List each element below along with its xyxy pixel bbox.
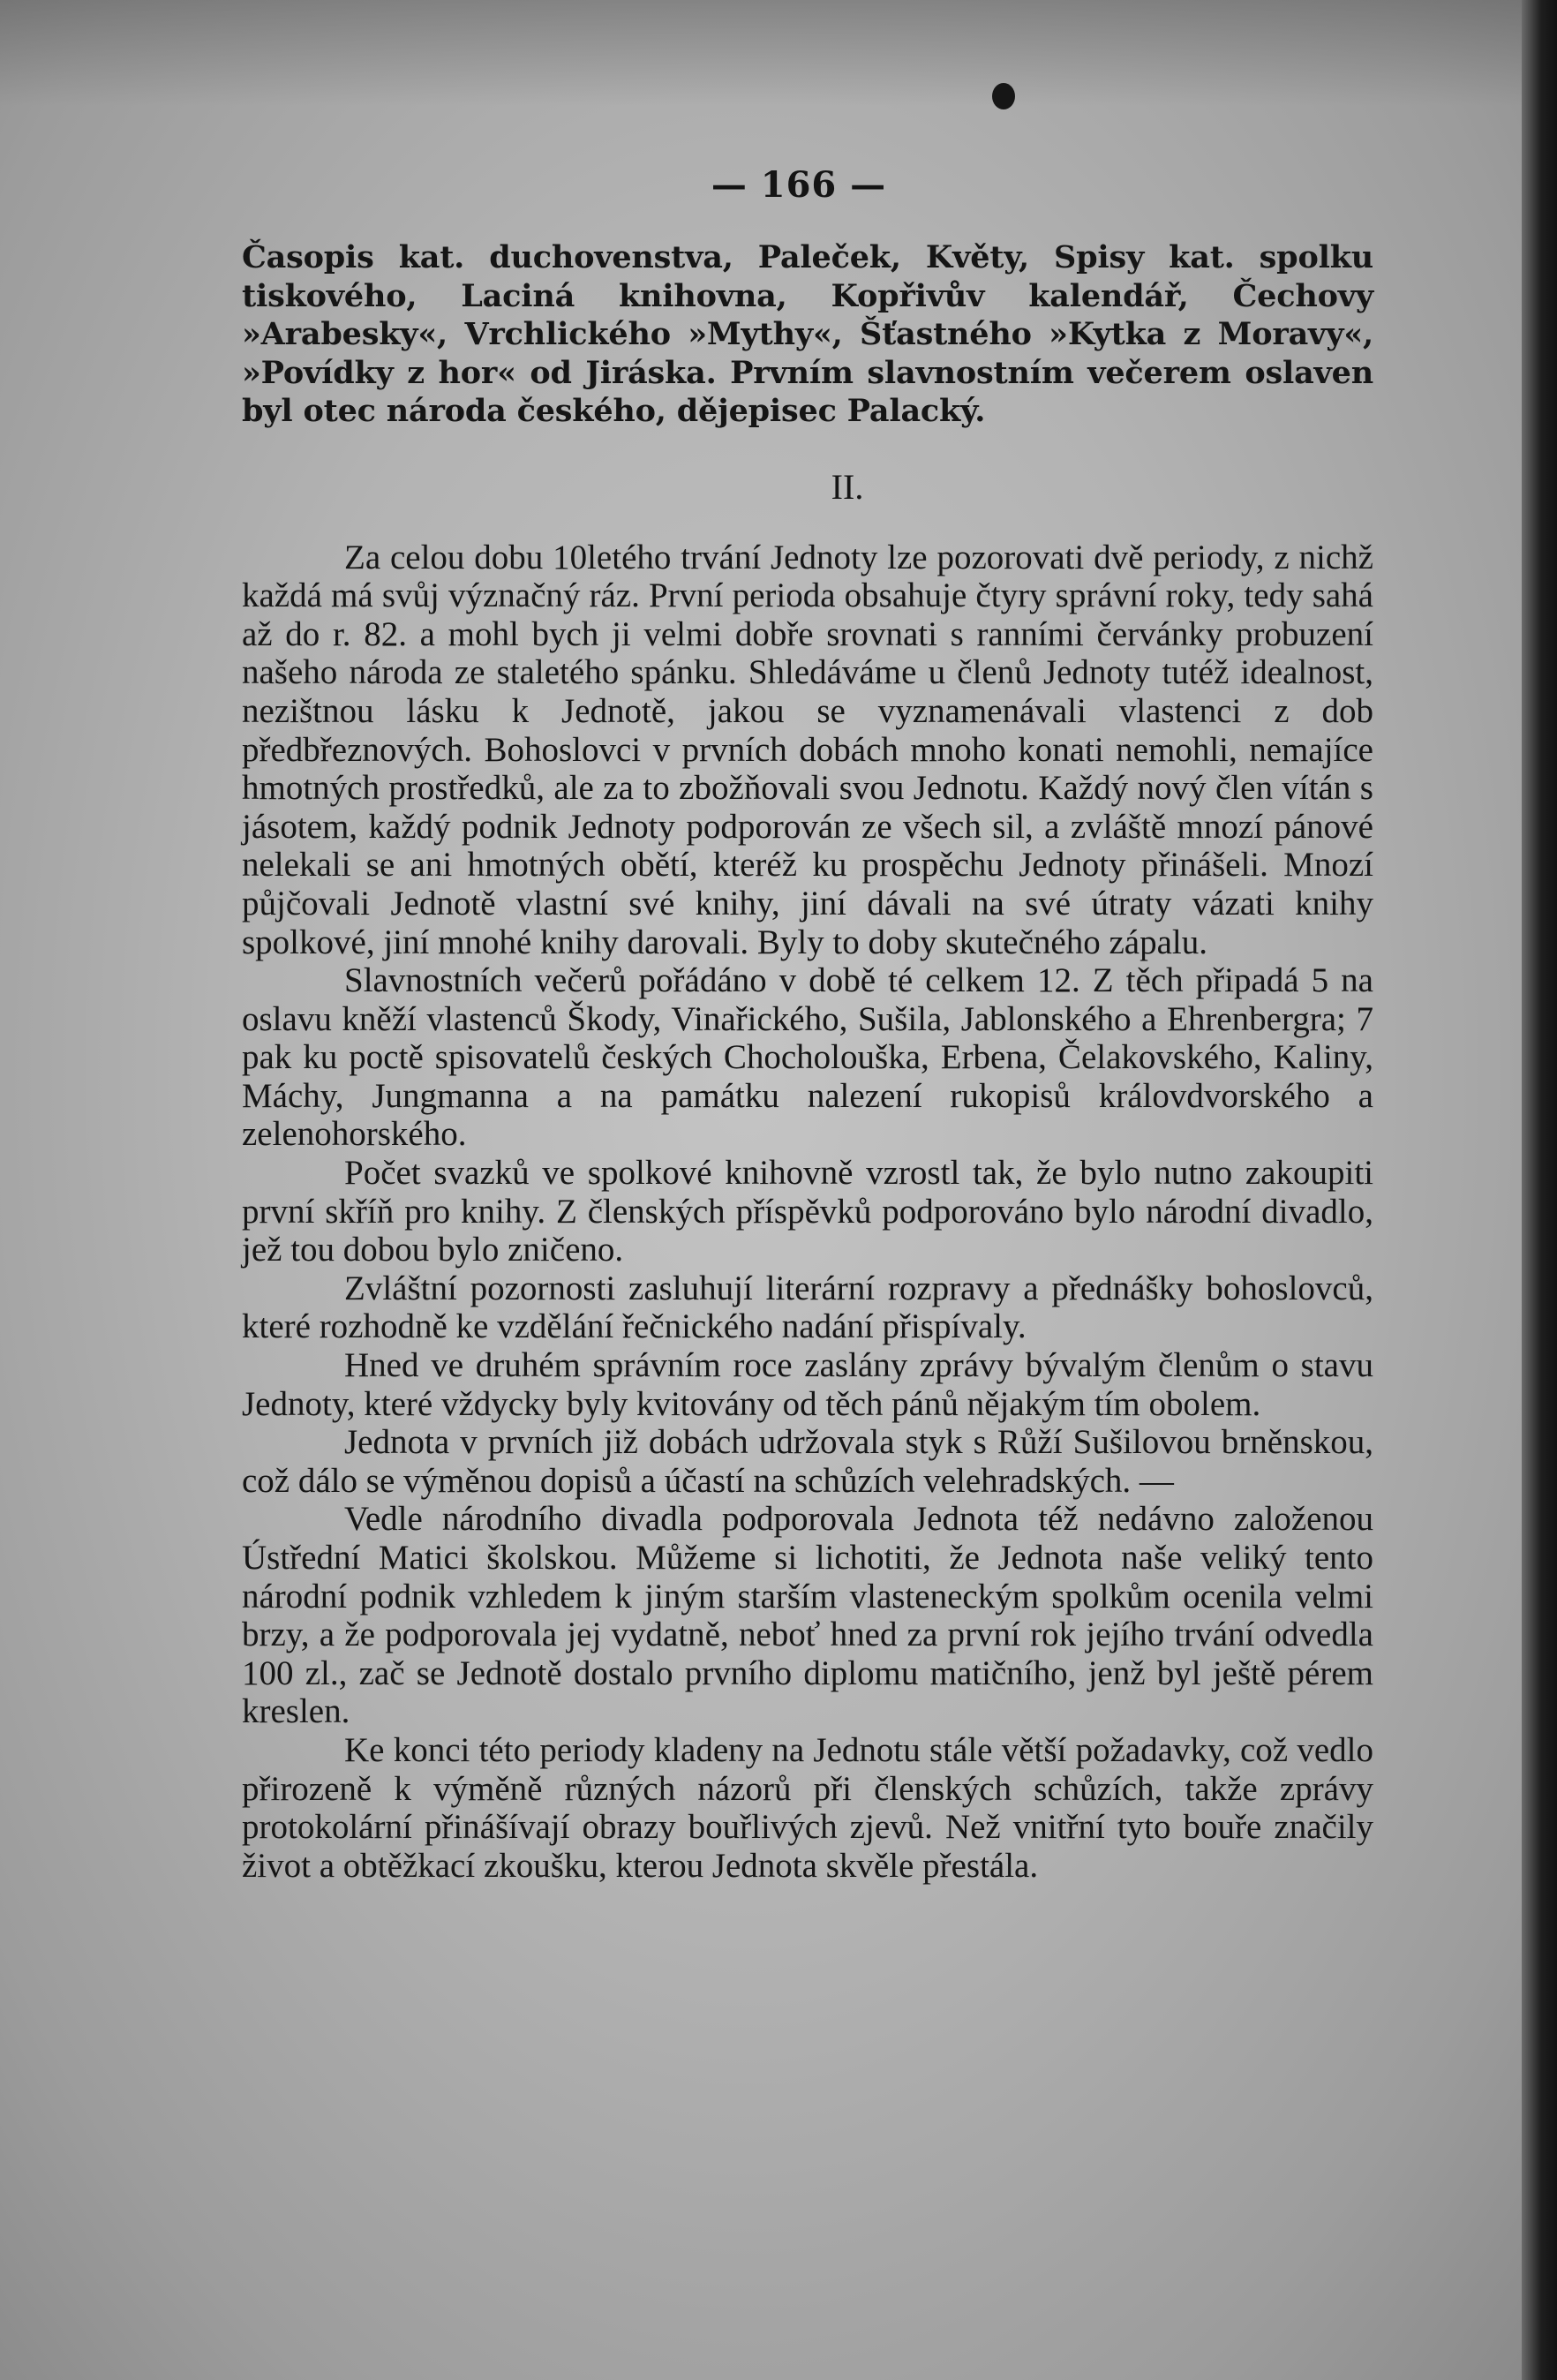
page-top-shadow xyxy=(0,0,1522,106)
section-heading: II. xyxy=(831,466,864,507)
paragraph-3: Počet svazků ve spolkové knihovně vzrostl tak, že bylo nutno zakoupiti první skříň pro knihy. Z členských příspěvků podporováno bylo národní divadlo, jež tou dobou bylo zničeno. xyxy=(242,1154,1373,1269)
paragraph-2: Slavnostních večerů pořádáno v době té celkem 12. Z těch připadá 5 na oslavu kněží vlastenců Škody, Vinařického, Sušila, Jablonského a Ehrenbergra; 7 pak ku poctě spisovatelů českých Chocholouška, Erbena, Čelakovského, Kaliny, Máchy, Jungmanna a na památku nalezení rukopisů královdvorského a zelenohorského. xyxy=(242,961,1373,1154)
paragraph-1: Za celou dobu 10letého trvání Jednoty lze pozorovati dvě periody, z nichž každá má svůj význačný ráz. První perioda obsahuje čtyry správní roky, tedy sahá až do r. 82. a mohl bych ji velmi dobře srovnati s ranními červánky probuzení našeho národa ze staletého spánku. Shledáváme u členů Jednoty tutéž idealnost, nezištnou lásku k Jednotě, jakou se vyznamenávali vlastenci z dob předbřeznových. Bohoslovci v prvních dobách mnoho konati nemohli, nemajíce hmotných prostředků, ale za to zbožňovali svou Jednotu. Každý nový člen vítán s jásotem, každý podnik Jednoty podporován ze všech sil, a zvláště mnozí pánové nelekali se ani hmotných obětí, kteréž ku prospěchu Jednoty přinášeli. Mnozí půjčovali Jednotě vlastní své knihy, jiní dávali na své útraty vázati knihy spolkové, jiní mnohé knihy darovali. Byly to doby skutečného zápalu. xyxy=(242,538,1373,961)
ink-blot xyxy=(992,83,1015,109)
opening-paragraph: Časopis kat. duchovenstva, Paleček, Květy, Spisy kat. spolku tiskového, Laciná knihovna, Kopřivův kalendář, Čechovy »Arabesky«, Vrchlického »Mythy«, Šťastného »Kytka z Moravy«, »Povídky z hor« od Jiráska. Prvním slavnostním večerem oslaven byl otec národa českého, dějepisec Palacký. xyxy=(242,239,1373,430)
paragraph-8: Ke konci této periody kladeny na Jednotu stále větší požadavky, což vedlo přirozeně k výměně různých názorů při členských schůzích, takže zprávy protokolární přinášívají obrazy bouřlivých zjevů. Než vnitřní tyto bouře značily život a obtěžkací zkoušku, kterou Jednota skvěle přestála. xyxy=(242,1730,1373,1885)
paragraph-6: Jednota v prvních již dobách udržovala styk s Růží Sušilovou brněnskou, což dálo se výměnou dopisů a účastí na schůzích velehradských. — xyxy=(242,1423,1373,1500)
page-number: — 166 — xyxy=(711,164,887,206)
paragraph-4: Zvláštní pozornosti zasluhují literární rozpravy a přednášky bohoslovců, které rozhodně ke vzdělání řečnického nadání přispívaly. xyxy=(242,1269,1373,1346)
page-binding-edge xyxy=(1522,0,1557,2380)
paragraph-5: Hned ve druhém správním roce zaslány zprávy bývalým členům o stavu Jednoty, které vždycky byly kvitovány od těch pánů nějakým tím obolem. xyxy=(242,1346,1373,1423)
body-text xyxy=(242,238,1373,1885)
paragraph-7: Vedle národního divadla podporovala Jednota též nedávno založenou Ústřední Matici školskou. Můžeme si lichotiti, že Jednota naše veliký tento národní podnik vzhledem k jiným starším vlasteneckým spolkům ocenila velmi brzy, a že podporovala jej vydatně, neboť hned za první rok jejího trvání odvedla 100 zl., zač se Jednotě dostalo prvního diplomu matičního, jenž byl ještě pérem kreslen. xyxy=(242,1500,1373,1731)
